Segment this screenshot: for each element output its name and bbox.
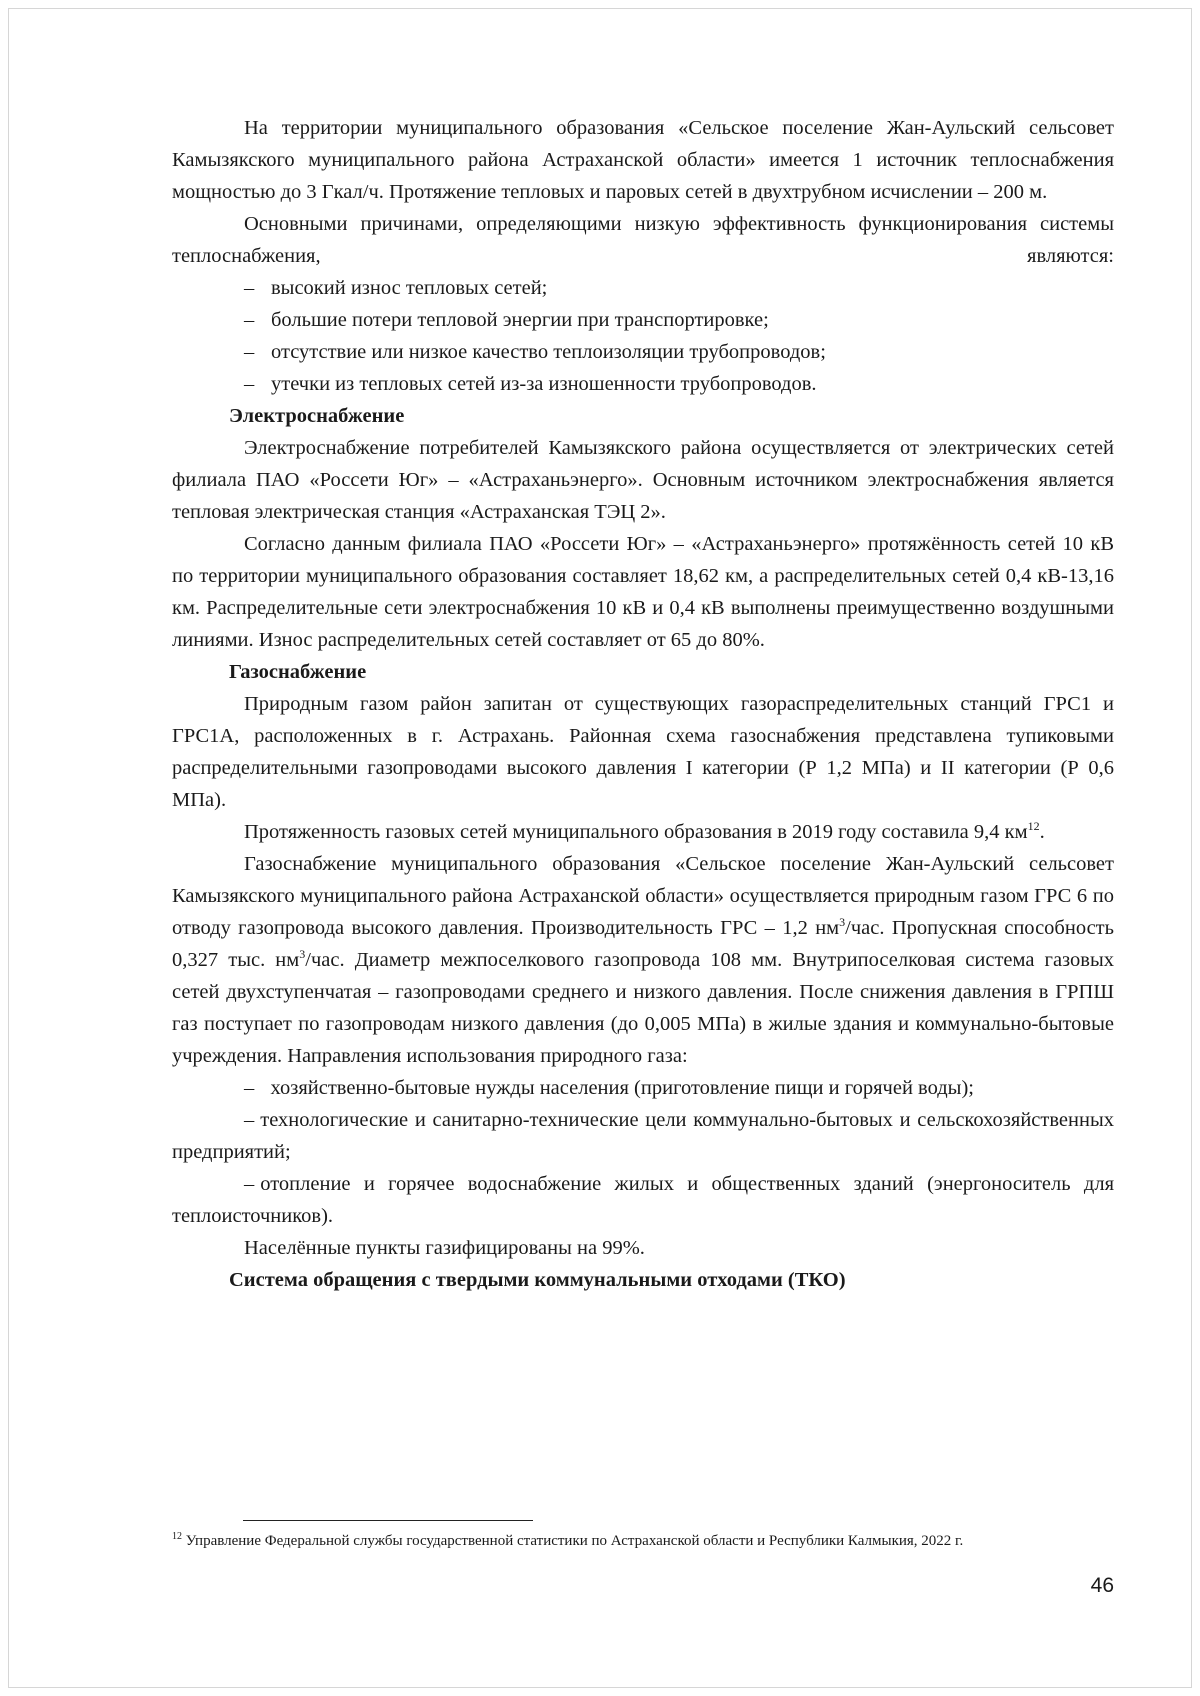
gas-use-item: – хозяйственно-бытовые нужды населения (приготовление пищи и горячей воды);	[244, 1077, 974, 1099]
paragraph-heat-sources: На территории муниципального образования «Сельское поселение Жан-Аульский сельсовет Камызякского муниципального района Астраханской области» имеется 1 источник теплоснабжения мощностью до 3 Гкал/ч. Протяжение тепловых и паровых сетей в двухтрубном исчислении – 200 м.	[172, 117, 1114, 203]
footnote-separator	[243, 1520, 533, 1521]
paragraph-power-supply: Электроснабжение потребителей Камызякского района осуществляется от электрических сетей филиала ПАО «Россети Юг» – «Астраханьэнерго». Основным источником электроснабжения является тепловая электрическая станция «Астраханская ТЭЦ 2».	[172, 437, 1114, 523]
dash-marker: –	[244, 1173, 255, 1195]
dash-marker: –	[244, 341, 255, 363]
section-heading-power: Электроснабжение	[229, 405, 405, 427]
footnote-text: Управление Федеральной службы государственной статистики по Астраханской области и Республики Калмыкия, 2022 г.	[185, 1533, 964, 1549]
gas-use-item: – технологические и санитарно-технические цели коммунально-бытовых и сельскохозяйственных предприятий;	[172, 1109, 1114, 1163]
dash-marker: –	[244, 373, 255, 395]
list-item: – высокий износ тепловых сетей;	[244, 272, 1114, 304]
section-heading-waste: Система обращения с твердыми коммунальными отходами (ТКО)	[229, 1269, 846, 1291]
paragraph-power-networks: Согласно данным филиала ПАО «Россети Юг» – «Астраханьэнерго» протяжённость сетей 10 кВ по территории муниципального образования составляет 18,62 км, а распределительных сетей 0,4 кВ-13,16 км. Распределительные сети электроснабжения 10 кВ и 0,4 кВ выполнены преимущественно воздушными линиями. Износ распределительных сетей составляет от 65 до 80%.	[172, 533, 1114, 651]
page-body	[172, 112, 1114, 1296]
footnote-reference: 12	[1027, 819, 1040, 834]
dash-marker: –	[244, 1109, 255, 1131]
dash-marker: –	[244, 1077, 255, 1099]
list-item: – отсутствие или низкое качество теплоизоляции трубопроводов;	[244, 336, 1114, 368]
gas-use-item: – отопление и горячее водоснабжение жилых и общественных зданий (энергоноситель для теплоисточников).	[172, 1173, 1114, 1227]
paragraph-gas-length: Протяженность газовых сетей муниципального образования в 2019 году составила 9,4 $км^{12}$.	[244, 819, 1045, 843]
dash-marker: –	[244, 277, 255, 299]
footnote-number: 12	[172, 1531, 182, 1542]
dash-marker: –	[244, 309, 255, 331]
footnote	[172, 1529, 1114, 1554]
list-item: – большие потери тепловой энергии при транспортировке;	[244, 304, 1114, 336]
heat-causes-list	[172, 272, 1114, 400]
section-heading-gas: Газоснабжение	[229, 661, 367, 683]
paragraph-heat-causes-intro: Основными причинами, определяющими низкую эффективность функционирования системы теплоснабжения, являются:	[172, 213, 1114, 267]
paragraph-gas-sources: Природным газом район запитан от существующих газораспределительных станций ГРС1 и ГРС1А, расположенных в г. Астрахань. Районная схема газоснабжения представлена тупиковыми распределительными газопроводами высокого давления I категории (Р 1,2 МПа) и II категории (Р 0,6 МПа).	[172, 693, 1114, 811]
paragraph-gasified: Населённые пункты газифицированы на 99%.	[244, 1237, 645, 1259]
paragraph-gas-supply: Газоснабжение муниципального образования «Сельское поселение Жан-Аульский сельсовет Камызякского муниципального района Астраханской области» осуществляется природным газом ГРС 6 по отводу газопровода высокого давления. Производительность ГРС – 1,2 $нм^3$/час. Пропускная способность 0,327 тыс. $нм^3$/час. Диаметр межпоселкового газопровода 108 мм. Внутрипоселковая система газовых сетей двухступенчатая – газопроводами среднего и низкого давления. После снижения давления в ГРПШ газ поступает по газопроводам низкого давления (до 0,005 МПа) в жилые здания и коммунально-бытовые учреждения. Направления использования природного газа:	[172, 853, 1114, 1067]
list-item: – утечки из тепловых сетей из-за изношенности трубопроводов.	[244, 368, 1114, 400]
page-number: 46	[1090, 1574, 1114, 1597]
